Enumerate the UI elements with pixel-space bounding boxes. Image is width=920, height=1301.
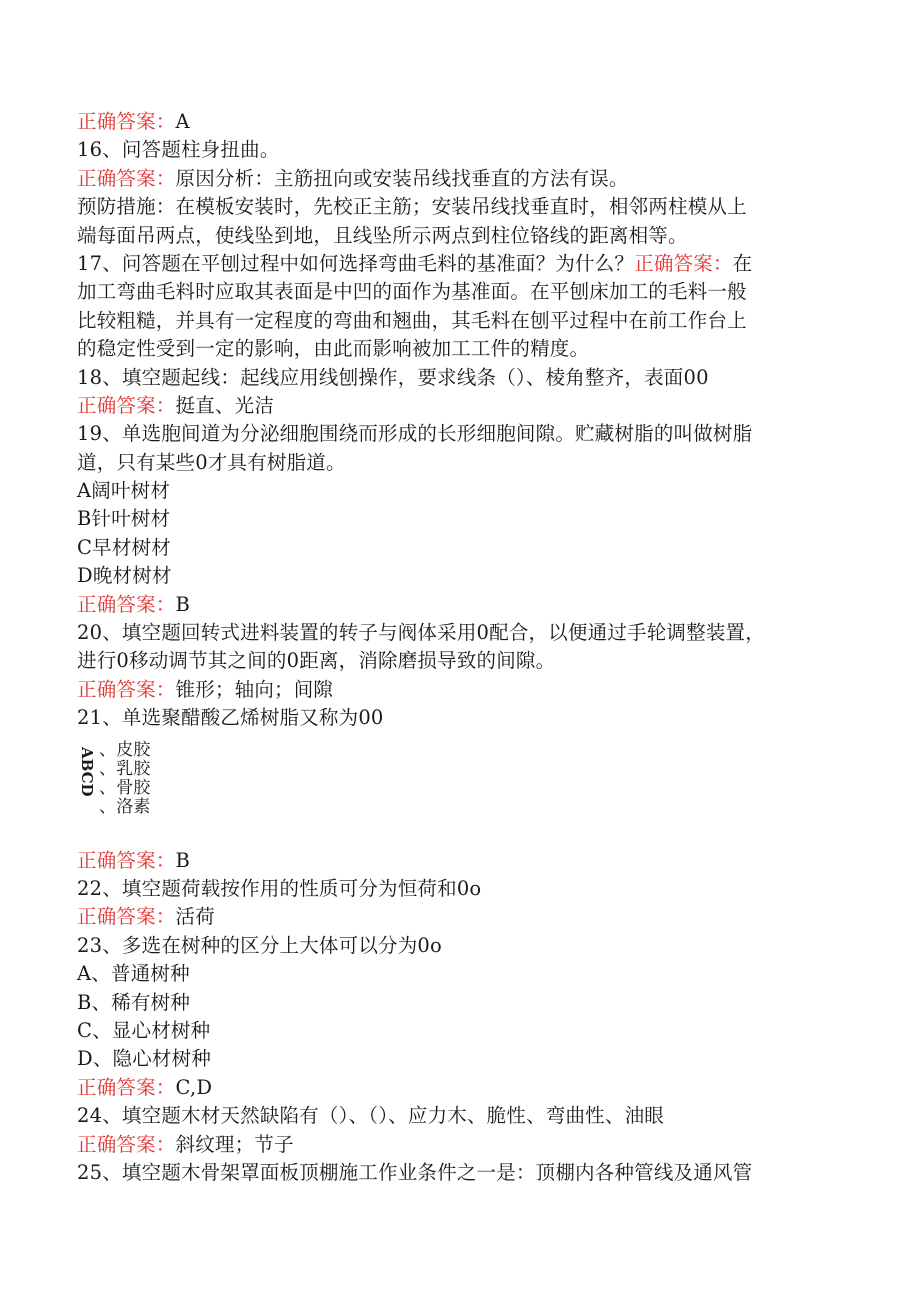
answer-label: 正确答案： (77, 110, 176, 133)
answer-line-q24 (77, 1131, 822, 1159)
option-d: 、洛素 (99, 796, 151, 817)
answer-line-q18 (77, 392, 822, 420)
question-23: 23、多选在树种的区分上大体可以分为0o (77, 933, 442, 957)
answer-label: 正确答案： (77, 1132, 176, 1156)
answer-text: 原因分析：主筋扭向或安装吊线找垂直的方法有误。 (175, 166, 629, 190)
option-b: B针叶树材 (77, 507, 171, 531)
answer-line-q21 (77, 847, 822, 875)
answer-continuation: 加工弯曲毛料时应取其表面是中凹的面作为基准面。在平刨床加工的毛料一般 (77, 280, 747, 304)
option-d: D、隐心材树种 (77, 1047, 212, 1071)
answer-label: 正确答案： (77, 592, 176, 616)
answer-line-q15 (77, 108, 822, 136)
answer-label: 正确答案： (77, 848, 176, 872)
options-block-q21 (77, 741, 822, 839)
answer-text: 挺直、光洁 (175, 393, 275, 417)
answer-continuation: 比较粗糙，并具有一定程度的弯曲和翘曲，其毛料在刨平过程中在前工作台上 (77, 308, 747, 332)
question-20: 20、填空题回转式进料装置的转子与阀体采用0配合，以便通过手轮调整装置， (77, 621, 765, 645)
answer-continuation: 端每面吊两点，使线坠到地，且线坠所示两点到柱位铬线的距离相等。 (77, 223, 688, 247)
answer-label: 正确答案： (77, 905, 176, 929)
question-18: 18、填空题起线：起线应用线刨操作，要求线条（）、棱角整齐，表面00 (77, 365, 709, 389)
answer-label: 正确答案： (77, 166, 176, 190)
question-24: 24、填空题木材天然缺陷有（）、（）、应力木、脆性、弯曲性、油眼 (77, 1104, 664, 1128)
answer-line-q23 (77, 1074, 822, 1102)
question-19: 19、单选胞间道为分泌细胞围绕而形成的长形细胞间隙。贮藏树脂的叫做树脂 (77, 422, 753, 446)
option-b: 、乳胶 (99, 758, 151, 779)
answer-text: 在 (732, 251, 753, 275)
option-a: A、普通树种 (77, 962, 190, 986)
answer-continuation: 的稳定性受到一定的影响，由此而影响被加工工件的精度。 (77, 337, 590, 361)
question-text: 17、问答题在平刨过程中如何选择弯曲毛料的基准面？为什么？ (77, 251, 635, 275)
question-25: 25、填空题木骨架罩面板顶棚施工作业条件之一是：顶棚内各种管线及通风管 (77, 1160, 753, 1184)
option-c: 、骨胶 (99, 777, 151, 798)
option-b: B、稀有树种 (77, 990, 191, 1014)
option-letters-vertical: ABCD (78, 746, 96, 797)
answer-text: B (175, 592, 191, 616)
question-20-cont: 进行0移动调节其之间的0距离，消除磨损导致的间隙。 (77, 649, 556, 673)
answer-text: 活荷 (175, 905, 215, 929)
answer-text: C,D (175, 1075, 213, 1099)
option-list (99, 741, 151, 817)
option-a: A阔叶树材 (77, 479, 171, 503)
option-c: C早材树材 (77, 535, 171, 559)
question-16: 16、问答题柱身扭曲。 (77, 138, 280, 162)
question-22: 22、填空题荷载按作用的性质可分为恒荷和0o (77, 876, 482, 900)
option-a: 、皮胶 (99, 739, 151, 760)
question-21: 21、单选聚醋酸乙烯树脂又称为00 (77, 706, 384, 730)
answer-label: 正确答案： (77, 393, 176, 417)
answer-text: 斜纹理；节子 (175, 1132, 294, 1156)
answer-line-q19 (77, 591, 822, 619)
answer-label: 正确答案： (634, 251, 733, 275)
answer-label: 正确答案： (77, 677, 176, 701)
answer-line-q22 (77, 903, 822, 931)
answer-text: B (175, 848, 191, 872)
question-17 (77, 250, 822, 278)
answer-line-q16 (77, 165, 822, 193)
answer-continuation: 预防措施：在模板安装时，先校正主筋；安装吊线找垂直时，相邻两柱模从上 (77, 195, 747, 219)
answer-label: 正确答案： (77, 1075, 176, 1099)
document-page (77, 108, 822, 1187)
answer-line-q20 (77, 676, 822, 704)
question-19-cont: 道，只有某些0才具有树脂道。 (77, 450, 346, 474)
answer-text: 锥形；轴向；间隙 (175, 677, 334, 701)
option-d: D晚材树材 (77, 564, 172, 588)
option-c: C、显心材树种 (77, 1018, 211, 1042)
answer-text: A (175, 110, 190, 133)
